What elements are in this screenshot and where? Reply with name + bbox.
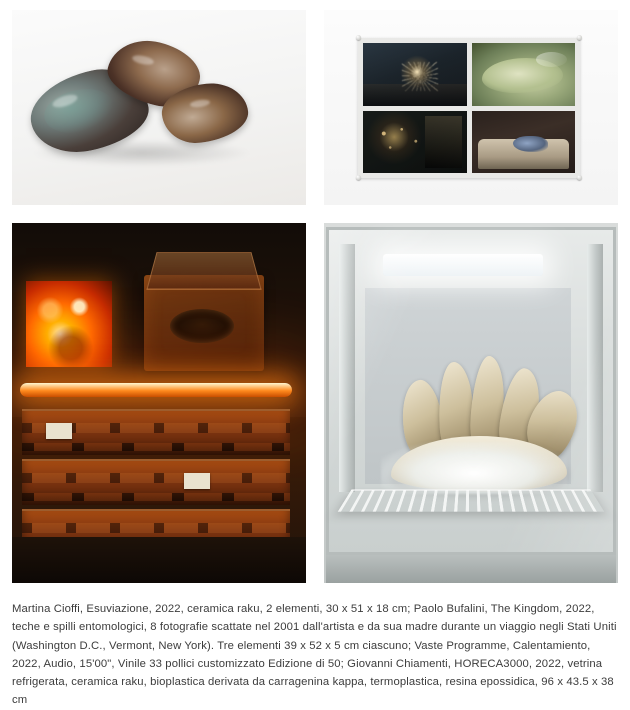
photograph-thumbnail [472, 43, 576, 106]
mount-pin [577, 35, 582, 40]
photograph-thumbnail [472, 111, 576, 174]
record-player [144, 275, 264, 371]
frost-haze [381, 442, 567, 494]
record-player-lid [146, 252, 261, 290]
vitrine-side-rail [587, 244, 603, 492]
mount-pin [356, 175, 361, 180]
pallet-label [46, 423, 72, 439]
figure-pallet-installation [12, 223, 306, 583]
vitrine-side-rail [339, 244, 355, 492]
wooden-pallet [22, 459, 290, 505]
mount-pin [356, 35, 361, 40]
photograph-thumbnail [363, 111, 467, 174]
neon-tube [20, 383, 292, 397]
gallery-floor [12, 537, 306, 583]
figure-refrigerated-vitrine [324, 223, 618, 583]
vitrine-base [326, 555, 616, 583]
figure-grid [12, 10, 618, 583]
vitrine-ceiling-lamp [383, 254, 543, 276]
pallet-label [184, 473, 210, 489]
fire-print-panel [26, 281, 112, 367]
figure-photograph-grid [324, 10, 618, 205]
figure-caption: Martina Cioffi, Esuviazione, 2022, ceramica raku, 2 elementi, 30 x 51 x 18 cm; Paolo Bufalini, The Kingdom, 2022, teche e spilli entomologici, 8 fotografie scattate nel 2001 dall'artista e da sua madre durante un viaggio negli Stati Uniti (Washington D.C., Vermont, New York). Tre elementi 39 x 52 x 5 cm ciascuno; Vaste Programme, Calentamiento, 2022, Audio, 15'00", Vinile 33 pollici customizzato Edizione di 50; Giovanni Chiamenti, HORECA3000, 2022, vetrina refrigerata, ceramica raku, bioplastica derivata da carragenina kappa, termoplastica, resina epossidica, 96 x 43.5 x 38 cm [12, 603, 617, 707]
mount-pin [577, 175, 582, 180]
photo-mount-board [358, 38, 580, 178]
vitrine-case [326, 227, 616, 555]
record-platter [170, 309, 234, 343]
figure-raku-ceramic [12, 10, 306, 205]
photograph-thumbnail [363, 43, 467, 106]
